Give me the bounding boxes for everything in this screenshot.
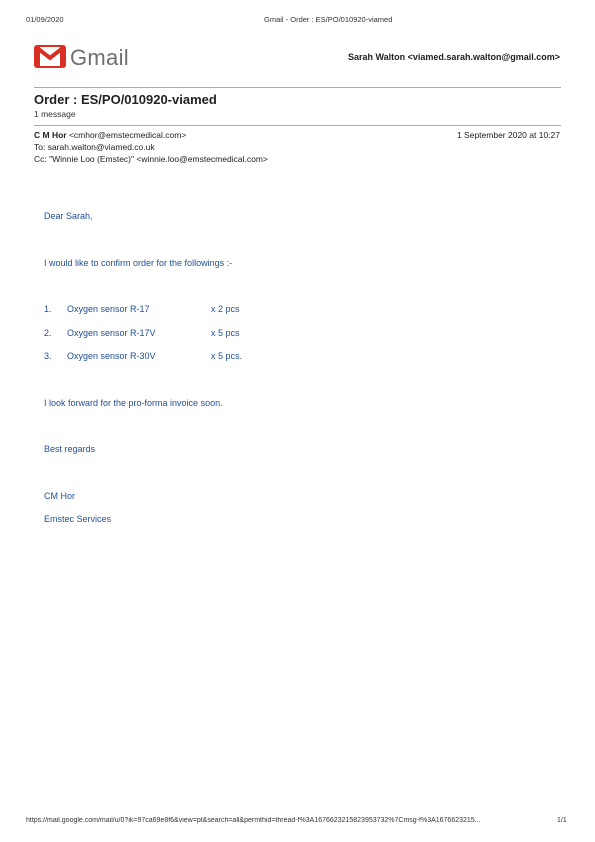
- gmail-logo: [34, 45, 129, 71]
- divider: [34, 125, 561, 126]
- list-item-number: 1.: [44, 304, 52, 314]
- sender-name: C M Hor: [34, 130, 67, 140]
- list-item-number: 2.: [44, 328, 52, 338]
- thread-subject: Order : ES/PO/010920-viamed: [34, 92, 217, 107]
- sender: [34, 130, 186, 140]
- signature-name: CM Hor: [44, 491, 75, 501]
- list-item-name: Oxygen sensor R-17V: [67, 328, 156, 338]
- recipient-cc: Cc: "Winnie Loo (Emstec)" <winnie.loo@emstecmedical.com>: [34, 154, 268, 164]
- print-date: 01/09/2020: [26, 15, 64, 24]
- list-item-number: 3.: [44, 351, 52, 361]
- print-url: https://mail.google.com/mail/u/0?ik=97ca69e8f6&view=pt&search=all&permthid=thread-f%3A1676623215823953732%7Cmsg-f%3A1676623215...: [26, 817, 481, 824]
- gmail-envelope-icon: [34, 45, 66, 68]
- page-number: 1/1: [557, 817, 567, 824]
- recipient-to: To: sarah.walton@viamed.co.uk: [34, 142, 155, 152]
- list-item-qty: x 2 pcs: [211, 304, 240, 314]
- closing-line: I look forward for the pro-forma invoice soon.: [44, 398, 223, 408]
- list-item-qty: x 5 pcs.: [211, 351, 243, 361]
- message-date: 1 September 2020 at 10:27: [456, 130, 560, 140]
- message-count: 1 message: [34, 109, 76, 119]
- list-item-name: Oxygen sensor R-17: [67, 304, 150, 314]
- signoff: Best regards: [44, 444, 96, 454]
- account-label: Sarah Walton <viamed.sarah.walton@gmail.com>: [347, 52, 560, 62]
- gmail-wordmark: Gmail: [70, 45, 129, 70]
- list-item-name: Oxygen sensor R-30V: [67, 351, 156, 361]
- list-item-qty: x 5 pcs: [211, 328, 240, 338]
- sender-email: <cmhor@emstecmedical.com>: [68, 130, 187, 140]
- divider: [34, 87, 561, 88]
- intro-line: I would like to confirm order for the followings :-: [44, 258, 233, 268]
- signature-company: Emstec Services: [44, 514, 112, 524]
- print-title: Gmail - Order : ES/PO/010920-viamed: [264, 15, 393, 24]
- greeting: Dear Sarah,: [44, 211, 93, 221]
